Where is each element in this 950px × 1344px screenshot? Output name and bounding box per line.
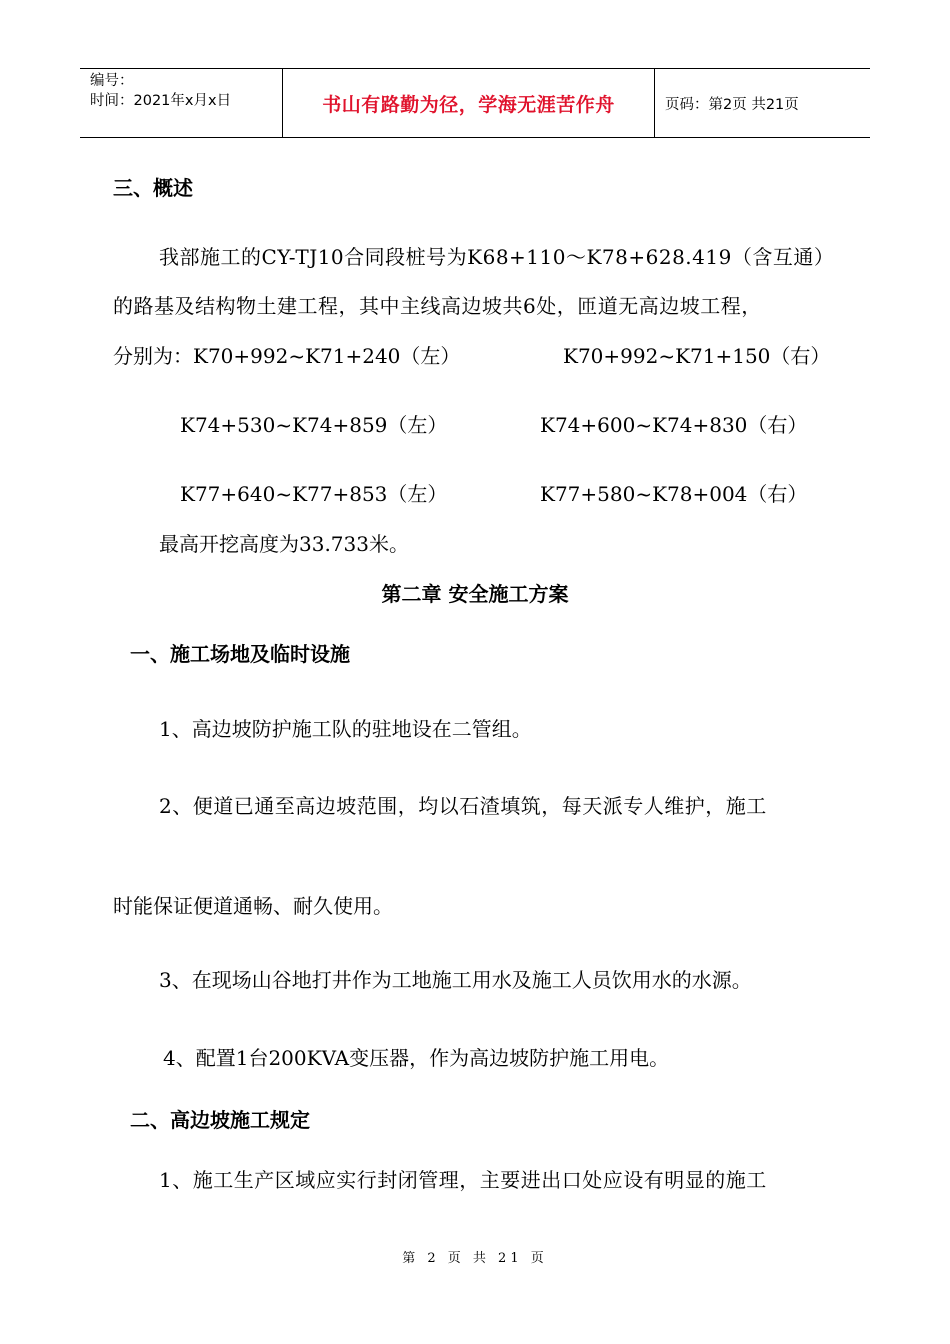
section-3-title: 三、概述 bbox=[113, 176, 193, 200]
chapter-2-title: 第二章 安全施工方案 bbox=[381, 582, 569, 606]
section-2-title: 二、高边坡施工规定 bbox=[130, 1108, 310, 1132]
header-meta-cell bbox=[80, 69, 282, 137]
header-motto-cell bbox=[282, 69, 655, 137]
document-header bbox=[80, 68, 870, 138]
section-1-item-2-line-1: 2、便道已通至高边坡范围，均以石渣填筑，每天派专人维护，施工 bbox=[159, 794, 767, 818]
slope-range-2-right: K74+600~K74+830（右） bbox=[540, 413, 808, 437]
section-1-item-1: 1、高边坡防护施工队的驻地设在二管组。 bbox=[159, 717, 532, 741]
paragraph-1-line-2: 的路基及结构物土建工程，其中主线高边坡共6处，匝道无高边坡工程， bbox=[113, 294, 762, 318]
section-1-item-3: 3、在现场山谷地打井作为工地施工用水及施工人员饮用水的水源。 bbox=[159, 968, 752, 992]
section-1-title: 一、施工场地及临时设施 bbox=[130, 642, 350, 666]
slope-range-3-right: K77+580~K78+004（右） bbox=[540, 482, 808, 506]
number-label: 编号： bbox=[90, 73, 134, 89]
page-footer: 第 2 页 共 21 页 bbox=[402, 1251, 548, 1266]
max-height-text: 最高开挖高度为33.733米。 bbox=[159, 532, 409, 556]
header-page-cell bbox=[655, 69, 870, 137]
motto-text: 书山有路勤为径，学海无涯苦作舟 bbox=[322, 93, 615, 116]
paragraph-1-line-1: 我部施工的CY-TJ10合同段桩号为K68+110～K78+628.419（含互通） bbox=[159, 245, 835, 269]
section-2-item-1-line-1: 1、施工生产区域应实行封闭管理，主要进出口处应设有明显的施工 bbox=[159, 1168, 767, 1192]
section-1-item-4: 4、配置1台200KVA变压器，作为高边坡防护施工用电。 bbox=[163, 1046, 670, 1070]
section-1-item-2-line-2: 时能保证便道通畅、耐久使用。 bbox=[113, 894, 393, 918]
slope-range-3-left: K77+640~K77+853（左） bbox=[180, 482, 448, 506]
slope-range-1-left: 分别为：K70+992~K71+240（左） bbox=[113, 344, 461, 368]
slope-range-1-right: K70+992~K71+150（右） bbox=[563, 344, 831, 368]
slope-range-2-left: K74+530~K74+859（左） bbox=[180, 413, 448, 437]
page-label: 页码：第2页 共21页 bbox=[665, 96, 799, 113]
time-label: 时间：2021年x月x日 bbox=[90, 93, 232, 109]
